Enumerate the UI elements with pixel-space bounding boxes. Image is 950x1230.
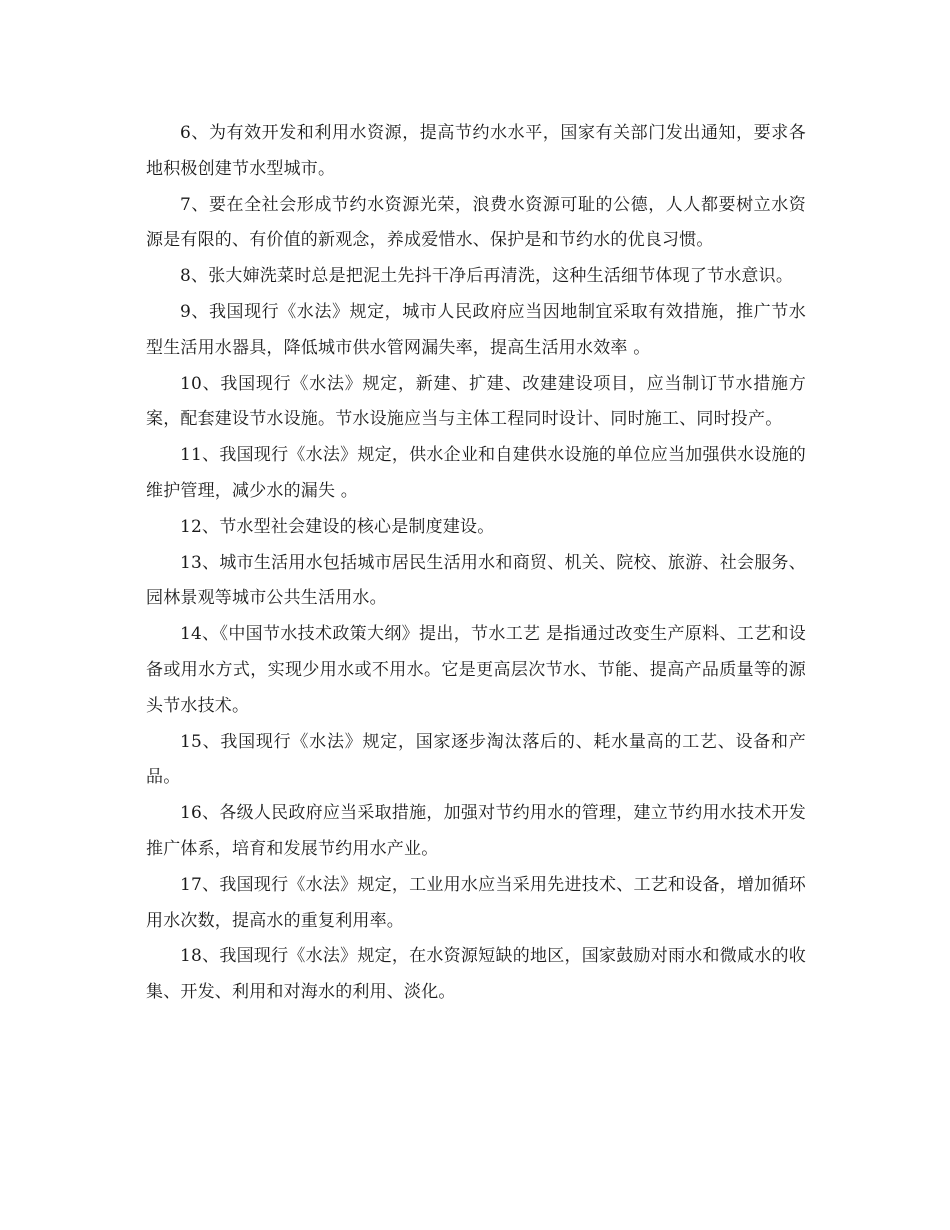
paragraph-item-12: 12、节水型社会建设的核心是制度建设。 [180,516,495,537]
paragraph-item-16: 16、各级人民政府应当采取措施，加强对节约用水的管理，建立节约用水技术开发推广体系，培育和发展节约用水产业。 [146,803,806,859]
paragraph-item-17: 17、我国现行《水法》规定，工业用水应当采用先进技术、工艺和设备，增加循环用水次数，提高水的重复利用率。 [146,874,806,931]
paragraph-item-8: 8、张大婶洗菜时总是把泥土先抖干净后再清洗，这种生活细节体现了节水意识。 [180,266,794,287]
paragraph-item-6: 6、为有效开发和利用水资源，提高节约水水平，国家有关部门发出通知，要求各地积极创建节水型城市。 [146,123,806,179]
paragraph-item-11: 11、我国现行《水法》规定，供水企业和自建供水设施的单位应当加强供水设施的维护管理，减少水的漏失 。 [146,445,806,501]
paragraph-item-10: 10、我国现行《水法》规定，新建、扩建、改建建设项目，应当制订节水措施方案，配套建设节水设施。节水设施应当与主体工程同时设计、同时施工、同时投产。 [146,373,806,430]
paragraph-item-14: 14、《中国节水技术政策大纲》提出，节水工艺 是指通过改变生产原料、工艺和设备或用水方式，实现少用水或不用水。它是更高层次节水、节能、提高产品质量等的源头节水技术。 [146,624,806,716]
paragraph-item-7: 7、要在全社会形成节约水资源光荣，浪费水资源可耻的公德，人人都要树立水资源是有限的、有价值的新观念，养成爱惜水、保护是和节约水的优良习惯。 [146,194,806,251]
paragraph-item-9: 9、我国现行《水法》规定，城市人民政府应当因地制宜采取有效措施，推广节水型生活用水器具，降低城市供水管网漏失率，提高生活用水效率 。 [146,301,806,358]
paragraph-item-18: 18、我国现行《水法》规定，在水资源短缺的地区，国家鼓励对雨水和微咸水的收集、开发、利用和对海水的利用、淡化。 [146,946,806,1003]
paragraph-item-15: 15、我国现行《水法》规定，国家逐步淘汰落后的、耗水量高的工艺、设备和产品。 [146,731,806,788]
document-body [146,116,806,1011]
paragraph-item-13: 13、城市生活用水包括城市居民生活用水和商贸、机关、院校、旅游、社会服务、园林景观等城市公共生活用水。 [146,552,806,609]
